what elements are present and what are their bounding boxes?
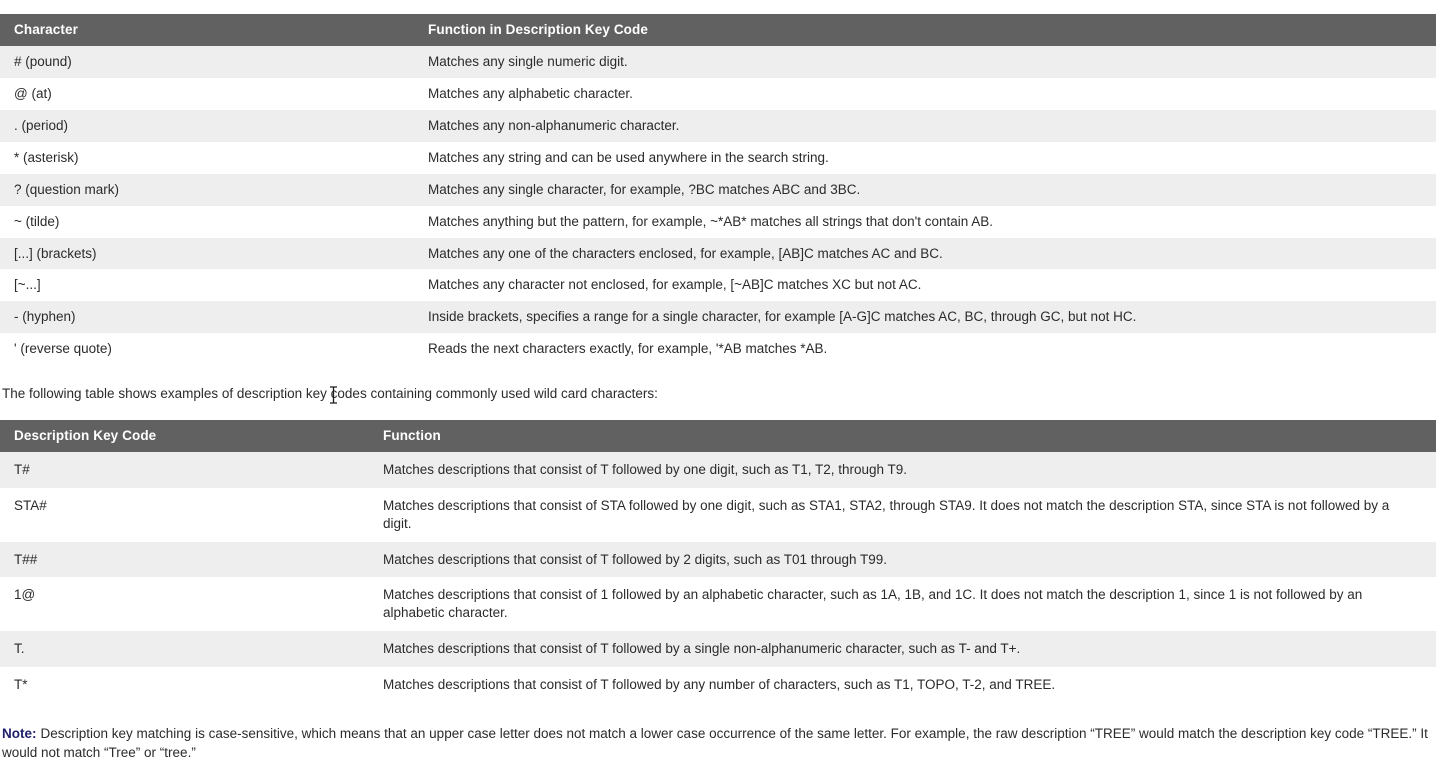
cell-character: [~...]	[0, 269, 428, 301]
note-paragraph	[0, 703, 1448, 763]
table-row	[0, 333, 1436, 365]
table-row	[0, 269, 1436, 301]
cell-function: Matches any character not enclosed, for example, [~AB]C matches XC but not AC.	[428, 269, 1436, 301]
cell-key-code: 1@	[0, 577, 383, 631]
table-row	[0, 452, 1436, 488]
table-header-row	[0, 14, 1436, 46]
cell-character: [...] (brackets)	[0, 238, 428, 270]
table-body	[0, 46, 1436, 365]
note-label: Note:	[2, 725, 37, 741]
cell-function: Matches descriptions that consist of T followed by one digit, such as T1, T2, through T9.	[383, 452, 1436, 488]
cell-key-code: T.	[0, 631, 383, 667]
table-header	[0, 420, 1436, 452]
description-key-code-table	[0, 420, 1436, 703]
table-row	[0, 631, 1436, 667]
column-header-character: Character	[0, 14, 428, 46]
cell-function: Matches any single character, for example, ?BC matches ABC and 3BC.	[428, 174, 1436, 206]
cell-key-code: T*	[0, 667, 383, 703]
table-row	[0, 206, 1436, 238]
cell-character: @ (at)	[0, 78, 428, 110]
cell-function: Matches descriptions that consist of T followed by any number of characters, such as T1, TOPO, T-2, and TREE.	[383, 667, 1436, 703]
cell-function: Matches any alphabetic character.	[428, 78, 1436, 110]
table-row	[0, 78, 1436, 110]
cell-character: - (hyphen)	[0, 301, 428, 333]
table-row	[0, 301, 1436, 333]
cell-character: ' (reverse quote)	[0, 333, 428, 365]
table-row	[0, 488, 1436, 542]
cell-function: Inside brackets, specifies a range for a single character, for example [A-G]C matches AC, BC, through GC, but not HC.	[428, 301, 1436, 333]
cell-function: Matches descriptions that consist of STA followed by one digit, such as STA1, STA2, through STA9. It does not match the description STA, since STA is not followed by a digit.	[383, 488, 1436, 542]
cell-key-code: T#	[0, 452, 383, 488]
note-text: Description key matching is case-sensitive, which means that an upper case letter does not match a lower case occurrence of the same letter. For example, the raw description “TREE” would match the description key code “TREE.” It would not match “Tree” or “tree.”	[2, 725, 1428, 761]
cell-function: Matches descriptions that consist of T followed by 2 digits, such as T01 through T99.	[383, 542, 1436, 578]
table-row	[0, 577, 1436, 631]
wildcard-characters-table	[0, 14, 1436, 365]
cell-function: Matches any non-alphanumeric character.	[428, 110, 1436, 142]
cell-function: Reads the next characters exactly, for example, '*AB matches *AB.	[428, 333, 1436, 365]
table-header	[0, 14, 1436, 46]
cell-character: . (period)	[0, 110, 428, 142]
cell-function: Matches descriptions that consist of 1 followed by an alphabetic character, such as 1A, 1B, and 1C. It does not match the description 1, since 1 is not followed by an alphabetic character.	[383, 577, 1436, 631]
document-page	[0, 14, 1448, 761]
cell-character: ? (question mark)	[0, 174, 428, 206]
cell-key-code: STA#	[0, 488, 383, 542]
cell-function: Matches any one of the characters enclosed, for example, [AB]C matches AC and BC.	[428, 238, 1436, 270]
cell-function: Matches descriptions that consist of T followed by a single non-alphanumeric character, such as T- and T+.	[383, 631, 1436, 667]
table-body	[0, 452, 1436, 703]
table-header-row	[0, 420, 1436, 452]
intro-paragraph: The following table shows examples of description key codes containing commonly used wild card characters:	[2, 386, 658, 402]
cell-character: # (pound)	[0, 46, 428, 78]
table-row	[0, 542, 1436, 578]
cell-character: * (asterisk)	[0, 142, 428, 174]
table-row	[0, 238, 1436, 270]
column-header-function: Function in Description Key Code	[428, 14, 1436, 46]
table-row	[0, 667, 1436, 703]
table-row	[0, 110, 1436, 142]
cell-character: ~ (tilde)	[0, 206, 428, 238]
cell-function: Matches any string and can be used anywhere in the search string.	[428, 142, 1436, 174]
table-row	[0, 174, 1436, 206]
column-header-function: Function	[383, 420, 1436, 452]
table-row	[0, 46, 1436, 78]
column-header-description-key-code: Description Key Code	[0, 420, 383, 452]
cell-function: Matches any single numeric digit.	[428, 46, 1436, 78]
cell-key-code: T##	[0, 542, 383, 578]
table-row	[0, 142, 1436, 174]
cell-function: Matches anything but the pattern, for example, ~*AB* matches all strings that don't contain AB.	[428, 206, 1436, 238]
